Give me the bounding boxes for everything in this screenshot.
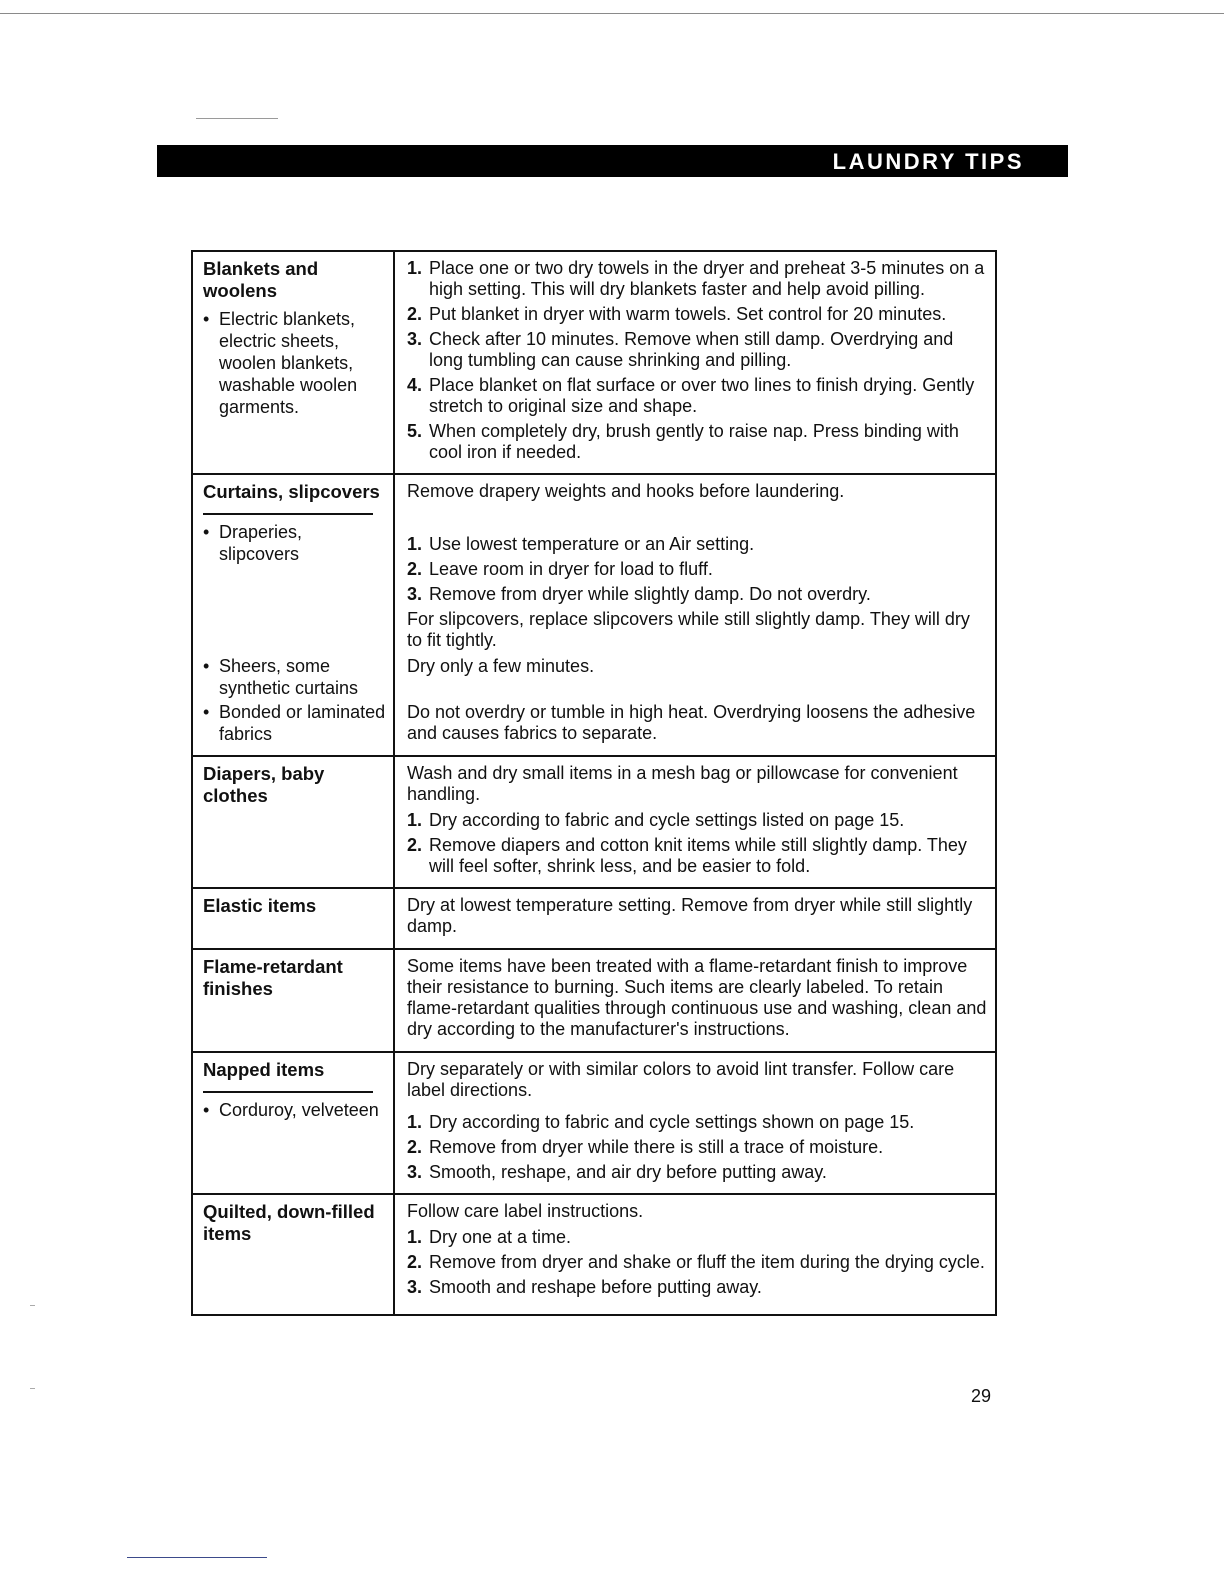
description-cell: [394, 1194, 996, 1315]
list-item: 3. Remove from dryer while slightly damp. Do not overdry.: [407, 584, 871, 604]
description-cell: [394, 888, 996, 949]
category-title: Curtains, slipcovers: [203, 481, 380, 502]
list-item: 1. Dry one at a time.: [407, 1227, 572, 1247]
section-header-bar: [157, 145, 1068, 177]
list-item: 1. Dry according to fabric and cycle settings shown on page 15.: [407, 1112, 915, 1132]
top-rule: [0, 13, 1224, 14]
paragraph: Dry only a few minutes.: [407, 656, 595, 676]
subcategory: • Electric blankets, electric sheets, woolen blankets, washable woolen garments.: [203, 308, 387, 418]
category-title: Diapers, baby clothes: [203, 763, 325, 806]
subcategory: • Sheers, some synthetic curtains: [203, 655, 387, 699]
list-item: 1. Place one or two dry towels in the dryer and preheat 3-5 minutes on a high setting. This will dry blankets faster and help avoid pilling.: [407, 258, 985, 299]
list-item: 3. Check after 10 minutes. Remove when still damp. Overdrying and long tumbling can cause shrinking and pilling.: [407, 329, 954, 370]
paragraph: Dry at lowest temperature setting. Remove from dryer while still slightly damp.: [407, 895, 973, 936]
list-item: 2. Remove from dryer while there is still a trace of moisture.: [407, 1137, 884, 1157]
category-cell: [192, 888, 394, 949]
margin-mark: [30, 1388, 35, 1389]
table-row-napped: [192, 1052, 996, 1194]
paragraph: Some items have been treated with a flame-retardant finish to improve their resistance to burning. Such items are clearly labeled. To retain flame-retardant qualities through continuous use and washing, clean and dry according to the manufacturer's instructions.: [407, 956, 987, 1039]
category-title: Flame-retardant finishes: [203, 956, 343, 999]
category-cell: [192, 1052, 394, 1194]
category-title: Elastic items: [203, 895, 317, 916]
description-cell: [394, 756, 996, 888]
category-cell: [192, 1194, 394, 1315]
category-cell: [192, 474, 394, 756]
paragraph: Wash and dry small items in a mesh bag or pillowcase for convenient handling.: [407, 763, 958, 804]
margin-mark: [30, 1305, 35, 1306]
description-cell: [394, 251, 996, 474]
description-cell: [394, 949, 996, 1052]
subcategory: • Draperies, slipcovers: [203, 521, 387, 565]
section-title: LAUNDRY TIPS: [832, 149, 1024, 174]
paragraph: Remove drapery weights and hooks before laundering.: [407, 481, 845, 501]
divider: [203, 1091, 373, 1093]
table-row-elastic: [192, 888, 996, 949]
description-cell: [394, 1052, 996, 1194]
list-item: 3. Smooth, reshape, and air dry before putting away.: [407, 1162, 827, 1182]
category-title: Napped items: [203, 1059, 325, 1080]
category-title: Quilted, down-filled items: [203, 1201, 375, 1244]
paragraph: Follow care label instructions.: [407, 1201, 644, 1221]
table-row-diapers: [192, 756, 996, 888]
laundry-tips-table: [191, 250, 997, 1316]
table-row-curtains: [192, 474, 996, 756]
table-row-blankets: [192, 251, 996, 474]
list-item: 2. Remove from dryer and shake or fluff the item during the drying cycle.: [407, 1252, 985, 1272]
list-item: 5. When completely dry, brush gently to raise nap. Press binding with cool iron if needed.: [407, 421, 959, 462]
bottom-rule: [127, 1557, 267, 1558]
decorative-dash: [196, 118, 278, 119]
category-cell: [192, 949, 394, 1052]
list-item: 3. Smooth and reshape before putting away.: [407, 1277, 762, 1297]
table-row-quilted: [192, 1194, 996, 1315]
page-number: 29: [971, 1386, 992, 1406]
category-cell: [192, 756, 394, 888]
list-item: 2. Put blanket in dryer with warm towels. Set control for 20 minutes.: [407, 304, 947, 324]
paragraph: Dry separately or with similar colors to avoid lint transfer. Follow care label directions.: [407, 1059, 955, 1100]
paragraph: For slipcovers, replace slipcovers while still slightly damp. They will dry to fit tightly.: [407, 609, 970, 650]
description-cell: [394, 474, 996, 756]
table-row-flame-retardant: [192, 949, 996, 1052]
subcategory: • Bonded or laminated fabrics: [203, 701, 387, 745]
list-item: 1. Dry according to fabric and cycle settings listed on page 15.: [407, 810, 905, 830]
list-item: 2. Remove diapers and cotton knit items while still slightly damp. They will feel softer, shrink less, and be easier to fold.: [407, 835, 967, 876]
paragraph: Do not overdry or tumble in high heat. Overdrying loosens the adhesive and causes fabrics to separate.: [407, 702, 976, 743]
divider: [203, 513, 373, 515]
list-item: 4. Place blanket on flat surface or over two lines to finish drying. Gently stretch to original size and shape.: [407, 375, 975, 416]
category-cell: [192, 251, 394, 474]
list-item: 1. Use lowest temperature or an Air setting.: [407, 534, 755, 554]
subcategory: • Corduroy, velveteen: [203, 1099, 387, 1121]
category-title: Blankets and woolens: [203, 258, 319, 301]
list-item: 2. Leave room in dryer for load to fluff.: [407, 559, 713, 579]
